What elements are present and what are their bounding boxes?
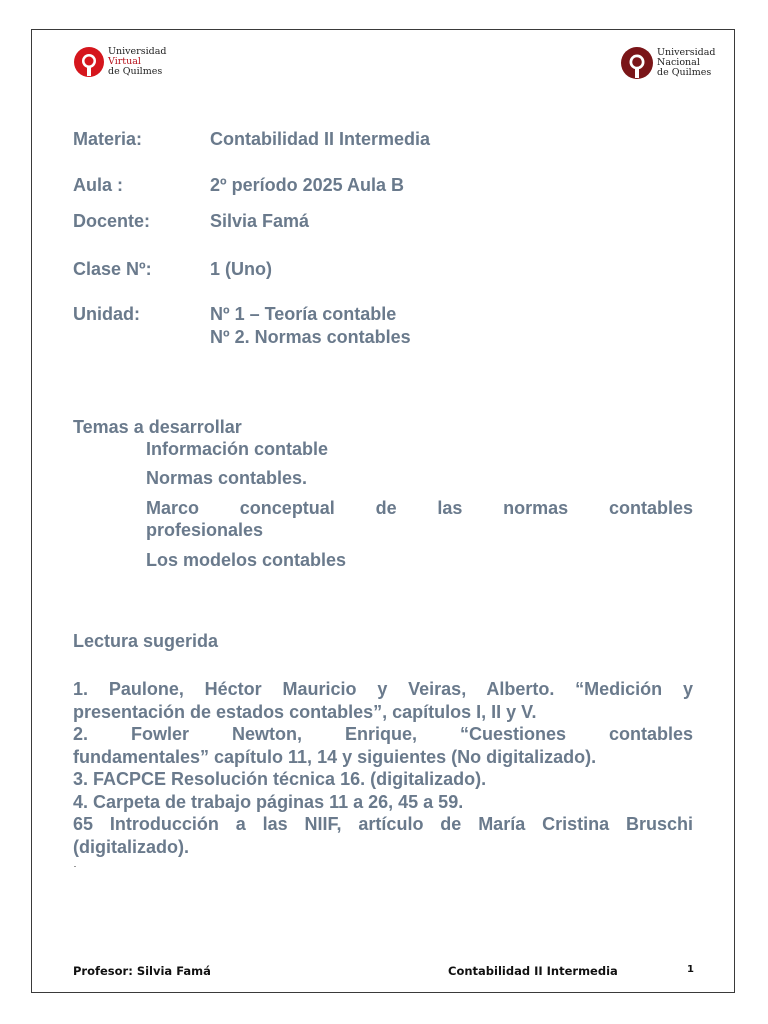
clase-value: 1 (Uno)	[210, 259, 272, 279]
unq-logo-line3: de Quilmes	[657, 67, 712, 78]
lectura-line: fundamentales” capítulo 11, 14 y siguientes (No digitalizado).	[73, 746, 597, 767]
lectura-line: presentación de estados contables”, capítulos I, II y V.	[73, 701, 537, 722]
clase-label: Clase Nº:	[73, 259, 152, 279]
materia-label: Materia:	[73, 129, 143, 149]
unidad-row-2	[210, 327, 411, 348]
tema-item-1: Información contable	[146, 439, 329, 459]
lectura-title: Lectura sugerida	[73, 631, 219, 651]
unq-logo	[620, 46, 715, 80]
stray-dot	[74, 866, 76, 867]
lectura-line: 65 Introducción a las NIIF, artículo de María Cristina Bruschi	[73, 814, 693, 834]
aula-row	[73, 175, 404, 196]
unidad-row	[73, 304, 396, 325]
aula-label: Aula :	[73, 175, 124, 195]
uvq-logo	[73, 46, 166, 78]
unq-logo-icon	[620, 46, 654, 80]
docente-label: Docente:	[73, 211, 151, 231]
unq-logo-line1: Universidad	[657, 47, 716, 58]
unq-logo-line2: Nacional	[657, 57, 700, 68]
footer-course: Contabilidad II Intermedia	[448, 964, 618, 978]
materia-row	[73, 129, 430, 150]
footer-professor: Profesor: Silvia Famá	[73, 964, 211, 978]
lectura-list	[73, 678, 693, 858]
docente-row	[73, 211, 309, 232]
clase-row	[73, 259, 272, 280]
lectura-line: 3. FACPCE Resolución técnica 16. (digitalizado).	[73, 769, 487, 789]
tema-item-3-line2: profesionales	[146, 520, 264, 540]
lectura-line: (digitalizado).	[73, 836, 189, 857]
footer-page-number: 1	[687, 964, 694, 975]
tema-item-3-line1: Marco conceptual de las normas contables	[146, 498, 693, 518]
uvq-logo-icon	[73, 46, 105, 78]
tema-item-2: Normas contables.	[146, 468, 308, 488]
aula-value: 2º período 2025 Aula B	[210, 175, 404, 195]
uvq-logo-line2: Virtual	[108, 56, 141, 67]
unidad-value-1: Nº 1 – Teoría contable	[210, 304, 397, 324]
lectura-line: 2. Fowler Newton, Enrique, “Cuestiones contables	[73, 724, 693, 744]
unidad-value-2: Nº 2. Normas contables	[210, 327, 411, 347]
uvq-logo-line3: de Quilmes	[108, 66, 163, 77]
docente-value: Silvia Famá	[210, 211, 310, 231]
tema-item-4: Los modelos contables	[146, 550, 347, 570]
lectura-line: 4. Carpeta de trabajo páginas 11 a 26, 45 a 59.	[73, 791, 464, 812]
materia-value: Contabilidad II Intermedia	[210, 129, 431, 149]
lectura-line: 1. Paulone, Héctor Mauricio y Veiras, Alberto. “Medición y	[73, 679, 693, 699]
uvq-logo-line1: Universidad	[108, 46, 167, 57]
temas-title: Temas a desarrollar	[73, 417, 242, 437]
unidad-label: Unidad:	[73, 304, 140, 324]
